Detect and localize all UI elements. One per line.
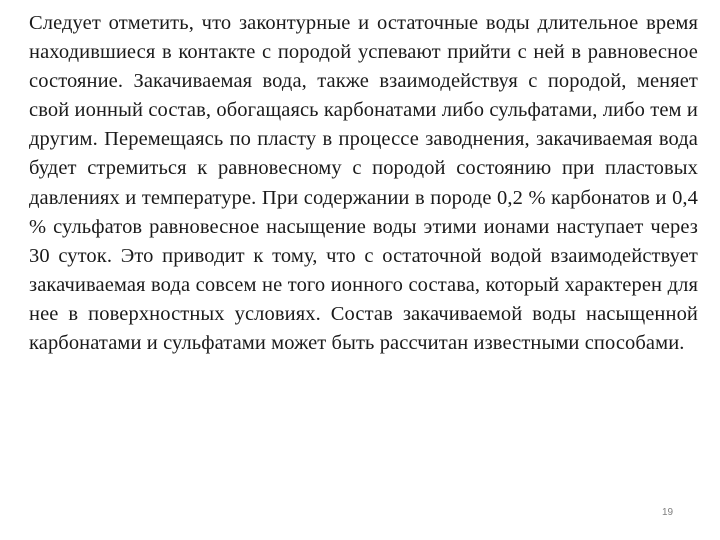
body-paragraph: Следует отметить, что законтурные и остаточные воды длительное время находившиеся в контакте с породой успевают прийти с ней в равновесное состояние. Закачиваемая вода, также взаимодействуя с породой, меняет свой ионный состав, обогащаясь карбонатами либо сульфатами, либо тем и другим. Перемещаясь по пласту в процессе заводнения, закачиваемая вода будет стремиться к равновесному с породой состоянию при пластовых давлениях и температуре. При содержании в породе 0,2 % карбонатов и 0,4 % сульфатов равновесное насыщение воды этими ионами наступает через 30 суток. Это приводит к тому, что с остаточной водой взаимодействует закачиваемая вода совсем не того ионного состава, который характерен для нее в поверхностных условиях. Состав закачиваемой воды насыщенной карбонатами и сульфатами может быть рассчитан известными способами. [29,12,698,355]
page-number: 19 [662,507,674,518]
